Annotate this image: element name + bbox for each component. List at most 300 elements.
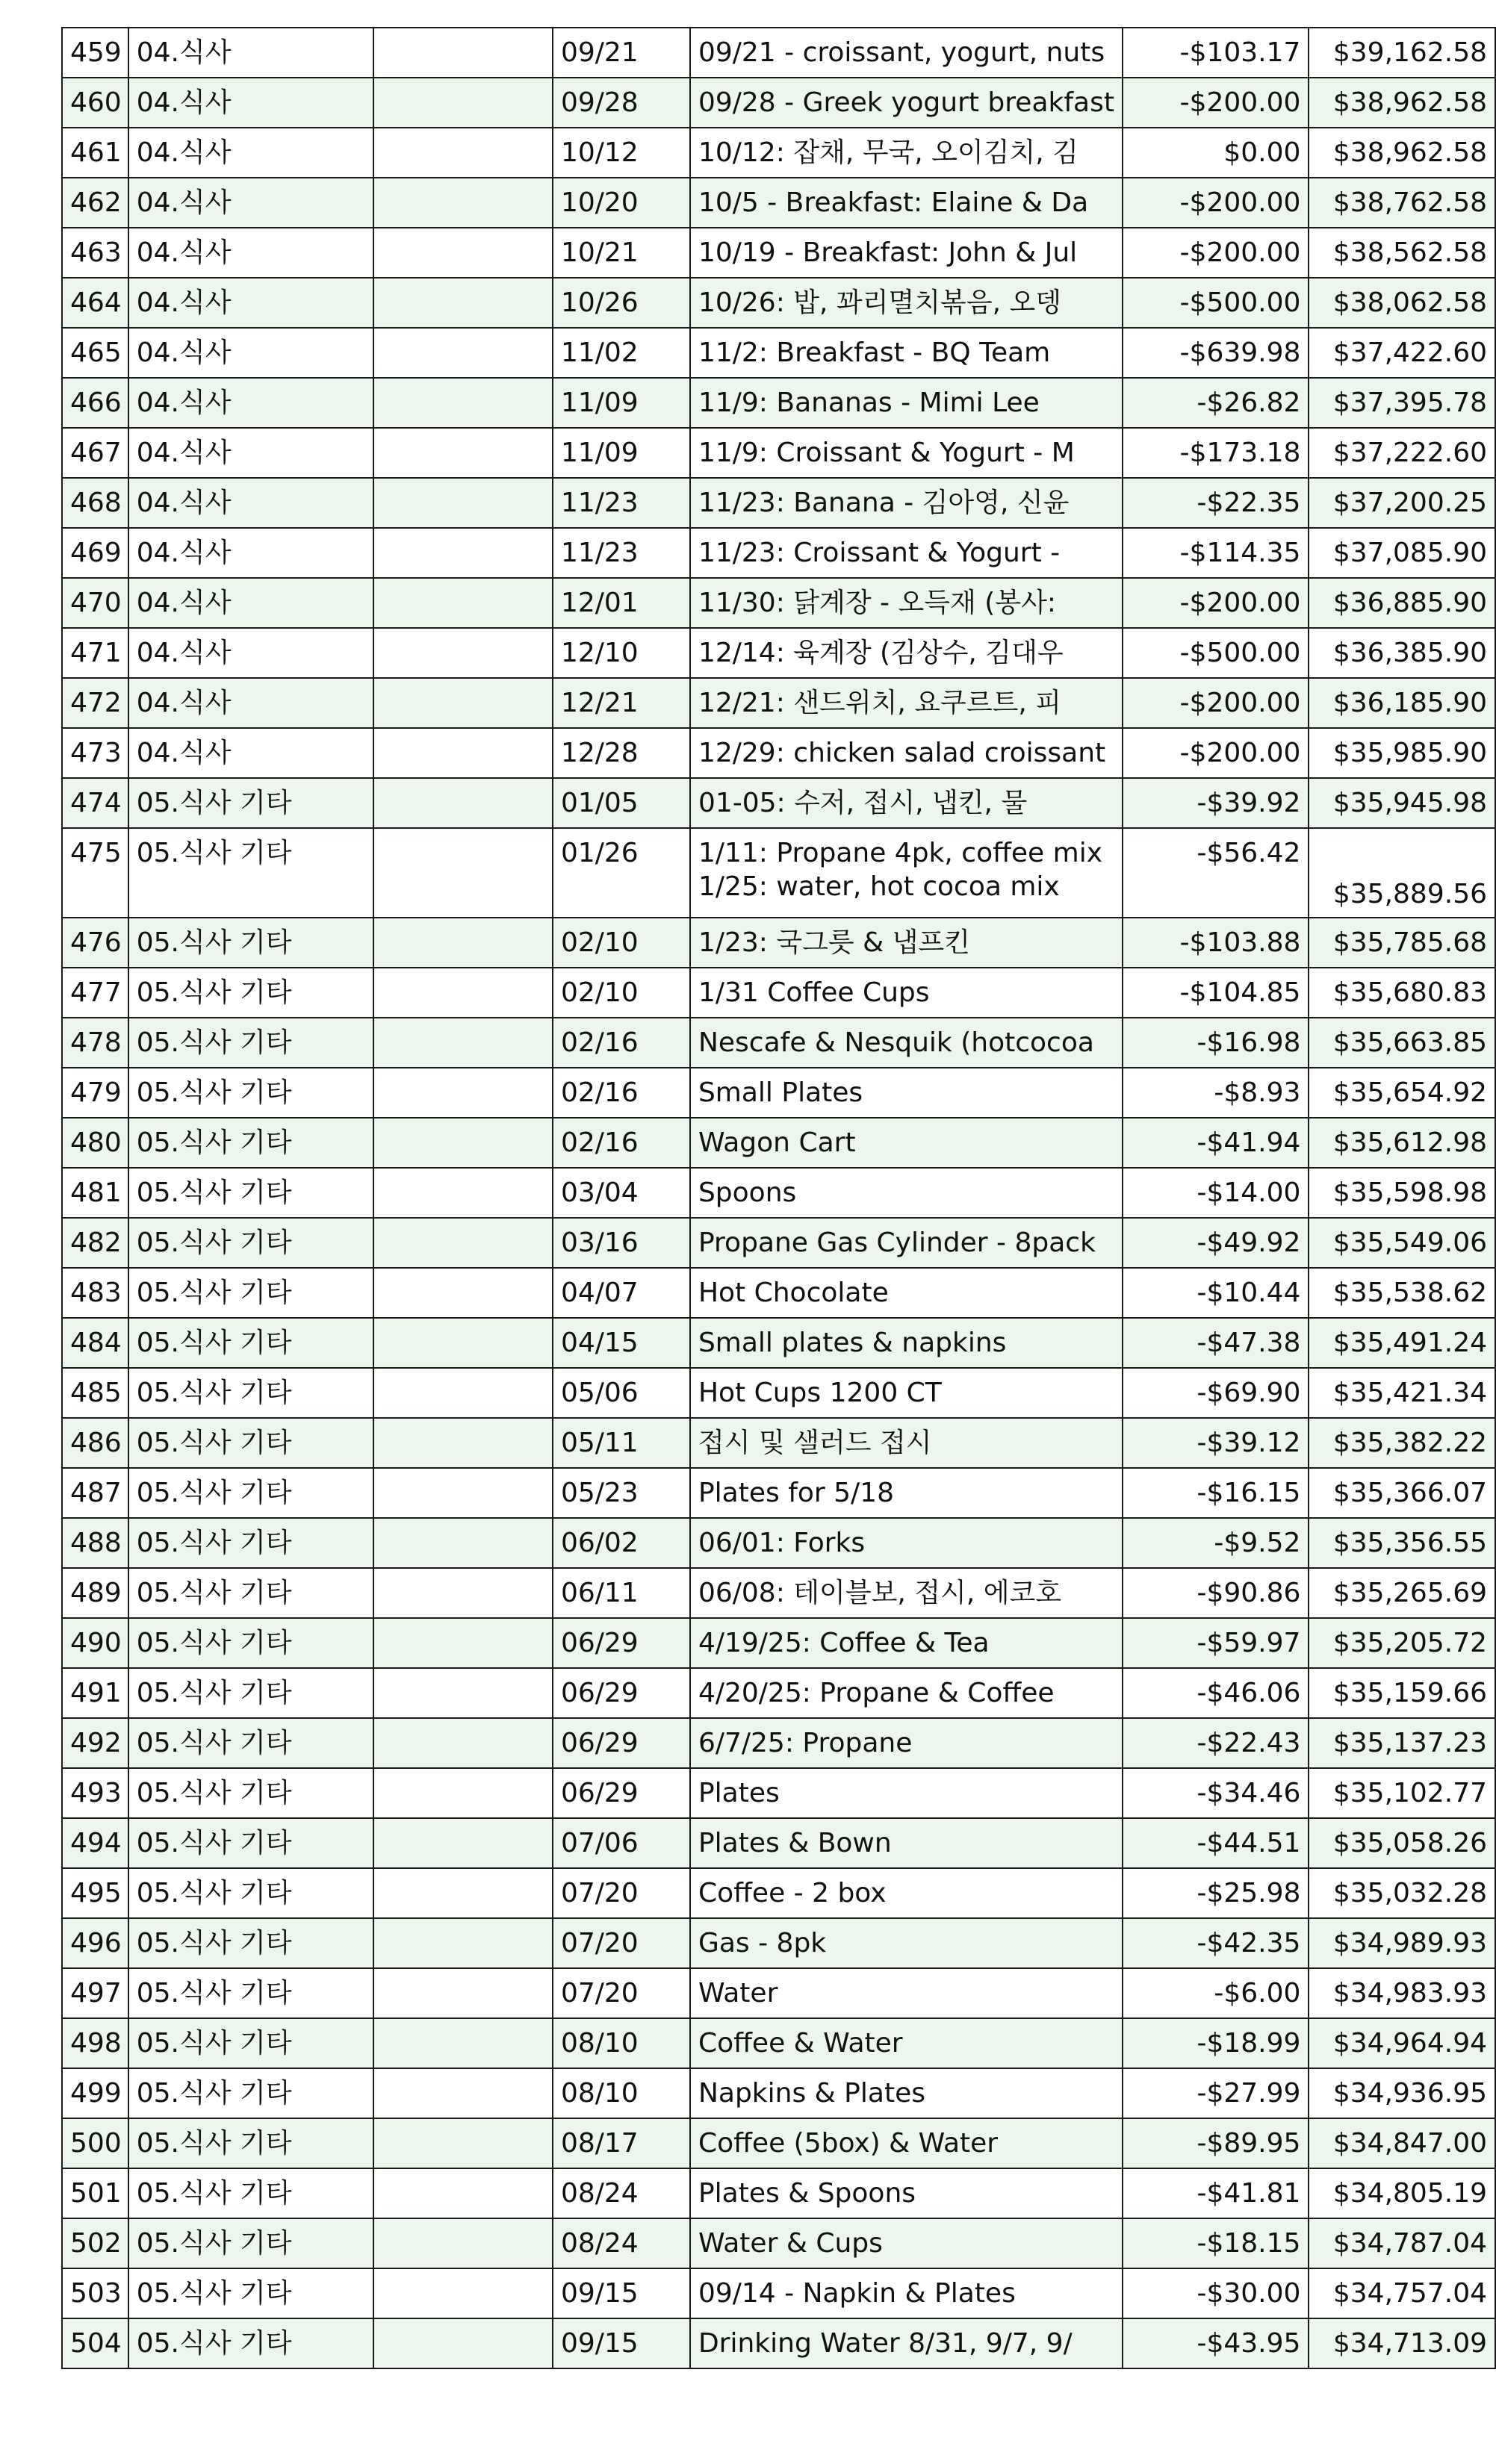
description-cell: Coffee (5box) & Water [690,2118,1123,2168]
subcategory-cell [373,1118,553,1168]
amount-cell: -$6.00 [1123,1968,1309,2018]
row-number-cell: 463 [62,228,128,278]
date-cell: 12/10 [553,628,690,678]
row-number-cell: 478 [62,1018,128,1068]
amount-cell: -$16.15 [1123,1468,1309,1518]
description-cell: 12/14: 육계장 (김상수, 김대우 [690,628,1123,678]
category-cell: 05.식사 기타 [128,778,373,828]
description-cell: 12/29: chicken salad croissant [690,728,1123,778]
balance-cell: $36,185.90 [1309,678,1495,728]
balance-cell: $38,962.58 [1309,78,1495,128]
balance-cell: $35,538.62 [1309,1268,1495,1318]
date-cell: 06/29 [553,1618,690,1668]
date-cell: 12/01 [553,578,690,628]
date-cell: 01/05 [553,778,690,828]
amount-cell: -$27.99 [1123,2068,1309,2118]
row-number-cell: 503 [62,2268,128,2318]
row-number-cell: 472 [62,678,128,728]
balance-cell: $35,356.55 [1309,1518,1495,1568]
category-cell: 05.식사 기타 [128,1318,373,1368]
category-cell: 04.식사 [128,378,373,428]
row-number-cell: 497 [62,1968,128,2018]
category-cell: 05.식사 기타 [128,968,373,1018]
description-cell: 09/21 - croissant, yogurt, nuts [690,28,1123,78]
amount-cell: -$46.06 [1123,1668,1309,1718]
table-row [62,378,1495,428]
row-number-cell: 471 [62,628,128,678]
subcategory-cell [373,2118,553,2168]
description-cell: Napkins & Plates [690,2068,1123,2118]
description-cell: Wagon Cart [690,1118,1123,1168]
date-cell: 09/28 [553,78,690,128]
subcategory-cell [373,2318,553,2368]
category-cell: 05.식사 기타 [128,1168,373,1218]
balance-cell: $35,663.85 [1309,1018,1495,1068]
category-cell: 04.식사 [128,728,373,778]
date-cell: 03/04 [553,1168,690,1218]
row-number-cell: 492 [62,1718,128,1768]
date-cell: 06/29 [553,1718,690,1768]
balance-cell: $35,549.06 [1309,1218,1495,1268]
table-row [62,1318,1495,1368]
amount-cell: -$25.98 [1123,1868,1309,1918]
subcategory-cell [373,428,553,478]
description-cell: Water [690,1968,1123,2018]
category-cell: 05.식사 기타 [128,1468,373,1518]
table-row [62,2268,1495,2318]
category-cell: 05.식사 기타 [128,1418,373,1468]
date-cell: 06/29 [553,1668,690,1718]
balance-cell: $35,491.24 [1309,1318,1495,1368]
category-cell: 05.식사 기타 [128,1518,373,1568]
table-row [62,528,1495,578]
table-row [62,968,1495,1018]
category-cell: 04.식사 [128,478,373,528]
date-cell: 07/20 [553,1968,690,2018]
balance-cell: $39,162.58 [1309,28,1495,78]
date-cell: 12/28 [553,728,690,778]
date-cell: 02/10 [553,968,690,1018]
subcategory-cell [373,678,553,728]
amount-cell: -$30.00 [1123,2268,1309,2318]
category-cell: 04.식사 [128,228,373,278]
description-cell: 11/23: Banana - 김아영, 신윤 [690,478,1123,528]
row-number-cell: 489 [62,1568,128,1618]
subcategory-cell [373,828,553,918]
row-number-cell: 501 [62,2168,128,2218]
category-cell: 05.식사 기타 [128,1018,373,1068]
amount-cell: -$200.00 [1123,178,1309,228]
row-number-cell: 504 [62,2318,128,2368]
description-cell: 12/21: 샌드위치, 요쿠르트, 피 [690,678,1123,728]
date-cell: 08/17 [553,2118,690,2168]
row-number-cell: 495 [62,1868,128,1918]
date-cell: 11/23 [553,478,690,528]
description-cell: 10/26: 밥, 꽈리멸치볶음, 오뎅 [690,278,1123,328]
balance-cell: $35,366.07 [1309,1468,1495,1518]
balance-cell: $35,102.77 [1309,1768,1495,1818]
category-cell: 05.식사 기타 [128,1268,373,1318]
table-row [62,918,1495,968]
description-line: 1/11: Propane 4pk, coffee mix [698,838,1103,868]
amount-cell: -$44.51 [1123,1818,1309,1868]
amount-cell: -$200.00 [1123,578,1309,628]
category-cell: 05.식사 기타 [128,2318,373,2368]
table-row [62,1218,1495,1268]
description-cell: 01-05: 수저, 접시, 냅킨, 물 [690,778,1123,828]
description-cell: 6/7/25: Propane [690,1718,1123,1768]
row-number-cell: 494 [62,1818,128,1868]
table-row [62,2218,1495,2268]
subcategory-cell [373,128,553,178]
description-cell: Nescafe & Nesquik (hotcocoa [690,1018,1123,1068]
subcategory-cell [373,378,553,428]
subcategory-cell [373,178,553,228]
ledger-table [61,27,1496,2369]
date-cell: 10/20 [553,178,690,228]
subcategory-cell [373,28,553,78]
category-cell: 05.식사 기타 [128,1618,373,1668]
balance-cell: $38,062.58 [1309,278,1495,328]
subcategory-cell [373,1718,553,1768]
subcategory-cell [373,528,553,578]
table-row [62,1668,1495,1718]
category-cell: 04.식사 [128,528,373,578]
table-row [62,1268,1495,1318]
amount-cell: -$69.90 [1123,1368,1309,1418]
date-cell: 12/21 [553,678,690,728]
description-cell: 11/30: 닭계장 - 오득재 (봉사: [690,578,1123,628]
balance-cell: $35,785.68 [1309,918,1495,968]
row-number-cell: 467 [62,428,128,478]
category-cell: 04.식사 [128,178,373,228]
description-cell: Propane Gas Cylinder - 8pack [690,1218,1123,1268]
row-number-cell: 481 [62,1168,128,1218]
amount-cell: -$9.52 [1123,1518,1309,1568]
category-cell: 05.식사 기타 [128,1068,373,1118]
amount-cell: -$41.81 [1123,2168,1309,2218]
date-cell: 10/21 [553,228,690,278]
date-cell: 06/11 [553,1568,690,1618]
date-cell: 05/06 [553,1368,690,1418]
row-number-cell: 493 [62,1768,128,1818]
row-number-cell: 462 [62,178,128,228]
subcategory-cell [373,1468,553,1518]
subcategory-cell [373,778,553,828]
amount-cell: -$56.42 [1123,828,1309,918]
description-cell: Water & Cups [690,2218,1123,2268]
amount-cell: -$34.46 [1123,1768,1309,1818]
amount-cell: -$14.00 [1123,1168,1309,1218]
row-number-cell: 482 [62,1218,128,1268]
date-cell: 09/15 [553,2318,690,2368]
description-cell: 1/23: 국그릇 & 냅프킨 [690,918,1123,968]
subcategory-cell [373,1268,553,1318]
table-row [62,2018,1495,2068]
amount-cell: -$10.44 [1123,1268,1309,1318]
description-cell: Gas - 8pk [690,1918,1123,1968]
balance-cell: $35,205.72 [1309,1618,1495,1668]
balance-cell: $35,598.98 [1309,1168,1495,1218]
balance-cell: $37,222.60 [1309,428,1495,478]
date-cell: 02/16 [553,1068,690,1118]
table-row [62,678,1495,728]
amount-cell: -$18.15 [1123,2218,1309,2268]
balance-cell: $37,395.78 [1309,378,1495,428]
table-row [62,1968,1495,2018]
amount-cell: -$18.99 [1123,2018,1309,2068]
date-cell: 10/12 [553,128,690,178]
table-row [62,428,1495,478]
row-number-cell: 498 [62,2018,128,2068]
table-row [62,828,1495,918]
ledger-rows [62,28,1495,2368]
balance-cell: $34,983.93 [1309,1968,1495,2018]
table-row [62,1768,1495,1818]
description-cell: 11/23: Croissant & Yogurt - [690,528,1123,578]
amount-cell: -$22.43 [1123,1718,1309,1768]
category-cell: 05.식사 기타 [128,1968,373,2018]
balance-cell: $35,985.90 [1309,728,1495,778]
table-row [62,1168,1495,1218]
table-row [62,1468,1495,1518]
table-row [62,1368,1495,1418]
description-cell: Coffee - 2 box [690,1868,1123,1918]
balance-cell: $34,713.09 [1309,2318,1495,2368]
row-number-cell: 476 [62,918,128,968]
amount-cell: -$8.93 [1123,1068,1309,1118]
subcategory-cell [373,328,553,378]
balance-cell: $34,989.93 [1309,1918,1495,1968]
table-row [62,178,1495,228]
row-number-cell: 459 [62,28,128,78]
description-cell: 11/9: Bananas - Mimi Lee [690,378,1123,428]
subcategory-cell [373,2268,553,2318]
description-cell: Plates & Spoons [690,2168,1123,2218]
row-number-cell: 473 [62,728,128,778]
table-row [62,1618,1495,1668]
amount-cell: -$22.35 [1123,478,1309,528]
category-cell: 04.식사 [128,628,373,678]
row-number-cell: 483 [62,1268,128,1318]
amount-cell: -$200.00 [1123,728,1309,778]
table-row [62,1068,1495,1118]
row-number-cell: 485 [62,1368,128,1418]
subcategory-cell [373,2168,553,2218]
description-cell: Hot Cups 1200 CT [690,1368,1123,1418]
description-cell: Hot Chocolate [690,1268,1123,1318]
subcategory-cell [373,1868,553,1918]
amount-cell: -$39.12 [1123,1418,1309,1468]
category-cell: 04.식사 [128,328,373,378]
description-cell: 06/08: 테이블보, 접시, 에코호 [690,1568,1123,1618]
subcategory-cell [373,1568,553,1618]
amount-cell: -$103.17 [1123,28,1309,78]
amount-cell: -$59.97 [1123,1618,1309,1668]
date-cell: 04/15 [553,1318,690,1368]
table-row [62,728,1495,778]
balance-cell: $34,787.04 [1309,2218,1495,2268]
date-cell: 09/21 [553,28,690,78]
row-number-cell: 468 [62,478,128,528]
amount-cell: -$16.98 [1123,1018,1309,1068]
row-number-cell: 464 [62,278,128,328]
category-cell: 04.식사 [128,428,373,478]
category-cell: 05.식사 기타 [128,1118,373,1168]
amount-cell: -$200.00 [1123,228,1309,278]
table-row [62,1868,1495,1918]
description-cell: 1/31 Coffee Cups [690,968,1123,1018]
balance-cell: $34,805.19 [1309,2168,1495,2218]
row-number-cell: 461 [62,128,128,178]
amount-cell: -$114.35 [1123,528,1309,578]
description-cell [690,828,1123,918]
balance-cell: $37,085.90 [1309,528,1495,578]
description-cell: Coffee & Water [690,2018,1123,2068]
category-cell: 05.식사 기타 [128,1768,373,1818]
balance-cell: $35,159.66 [1309,1668,1495,1718]
category-cell: 05.식사 기타 [128,2218,373,2268]
description-cell: Small Plates [690,1068,1123,1118]
subcategory-cell [373,1218,553,1268]
amount-cell: -$47.38 [1123,1318,1309,1368]
amount-cell: -$500.00 [1123,628,1309,678]
date-cell: 11/02 [553,328,690,378]
category-cell: 05.식사 기타 [128,1218,373,1268]
row-number-cell: 474 [62,778,128,828]
row-number-cell: 480 [62,1118,128,1168]
category-cell: 05.식사 기타 [128,2018,373,2068]
table-row [62,1518,1495,1568]
subcategory-cell [373,1668,553,1718]
subcategory-cell [373,1368,553,1418]
subcategory-cell [373,1068,553,1118]
balance-cell: $35,654.92 [1309,1068,1495,1118]
table-row [62,128,1495,178]
balance-cell: $35,382.22 [1309,1418,1495,1468]
balance-cell: $34,847.00 [1309,2118,1495,2168]
table-row [62,628,1495,678]
balance-cell: $38,762.58 [1309,178,1495,228]
category-cell: 04.식사 [128,278,373,328]
row-number-cell: 477 [62,968,128,1018]
table-row [62,228,1495,278]
balance-cell: $35,945.98 [1309,778,1495,828]
date-cell: 08/24 [553,2168,690,2218]
category-cell: 05.식사 기타 [128,1918,373,1968]
category-cell: 05.식사 기타 [128,1818,373,1868]
balance-cell: $36,385.90 [1309,628,1495,678]
category-cell: 05.식사 기타 [128,1668,373,1718]
balance-cell: $35,680.83 [1309,968,1495,1018]
description-cell: 09/14 - Napkin & Plates [690,2268,1123,2318]
balance-cell: $35,889.56 [1309,828,1495,918]
subcategory-cell [373,968,553,1018]
date-cell: 08/24 [553,2218,690,2268]
date-cell: 06/29 [553,1768,690,1818]
balance-cell: $35,612.98 [1309,1118,1495,1168]
row-number-cell: 491 [62,1668,128,1718]
row-number-cell: 479 [62,1068,128,1118]
date-cell: 05/11 [553,1418,690,1468]
table-row [62,328,1495,378]
table-row [62,578,1495,628]
amount-cell: -$43.95 [1123,2318,1309,2368]
row-number-cell: 499 [62,2068,128,2118]
balance-cell: $34,964.94 [1309,2018,1495,2068]
amount-cell: -$89.95 [1123,2118,1309,2168]
row-number-cell: 496 [62,1918,128,1968]
table-row [62,2118,1495,2168]
row-number-cell: 488 [62,1518,128,1568]
table-row [62,1568,1495,1618]
row-number-cell: 487 [62,1468,128,1518]
description-cell: 06/01: Forks [690,1518,1123,1568]
date-cell: 07/06 [553,1818,690,1868]
category-cell: 04.식사 [128,78,373,128]
row-number-cell: 460 [62,78,128,128]
subcategory-cell [373,1318,553,1368]
description-cell: Drinking Water 8/31, 9/7, 9/ [690,2318,1123,2368]
subcategory-cell [373,478,553,528]
subcategory-cell [373,1918,553,1968]
balance-cell: $34,936.95 [1309,2068,1495,2118]
description-cell: 접시 및 샐러드 접시 [690,1418,1123,1468]
category-cell: 05.식사 기타 [128,1368,373,1418]
subcategory-cell [373,278,553,328]
category-cell: 05.식사 기타 [128,2168,373,2218]
subcategory-cell [373,628,553,678]
subcategory-cell [373,1618,553,1668]
date-cell: 05/23 [553,1468,690,1518]
row-number-cell: 500 [62,2118,128,2168]
date-cell: 03/16 [553,1218,690,1268]
category-cell: 05.식사 기타 [128,2118,373,2168]
balance-cell: $35,058.26 [1309,1818,1495,1868]
table-row [62,1418,1495,1468]
subcategory-cell [373,1768,553,1818]
balance-cell: $35,421.34 [1309,1368,1495,1418]
table-row [62,1118,1495,1168]
description-cell: Plates for 5/18 [690,1468,1123,1518]
table-row [62,1918,1495,1968]
subcategory-cell [373,1018,553,1068]
balance-cell: $37,200.25 [1309,478,1495,528]
subcategory-cell [373,78,553,128]
category-cell: 05.식사 기타 [128,918,373,968]
date-cell: 07/20 [553,1868,690,1918]
balance-cell: $38,962.58 [1309,128,1495,178]
subcategory-cell [373,2068,553,2118]
table-row [62,778,1495,828]
category-cell: 04.식사 [128,578,373,628]
table-row [62,1818,1495,1868]
amount-cell: -$500.00 [1123,278,1309,328]
table-row [62,478,1495,528]
subcategory-cell [373,2218,553,2268]
date-cell: 02/16 [553,1118,690,1168]
table-row [62,78,1495,128]
subcategory-cell [373,1818,553,1868]
description-cell: Plates [690,1768,1123,1818]
amount-cell: -$39.92 [1123,778,1309,828]
balance-cell: $35,265.69 [1309,1568,1495,1618]
date-cell: 11/09 [553,428,690,478]
description-cell: 10/12: 잡채, 무국, 오이김치, 김 [690,128,1123,178]
table-row [62,1018,1495,1068]
amount-cell: -$103.88 [1123,918,1309,968]
balance-cell: $35,137.23 [1309,1718,1495,1768]
